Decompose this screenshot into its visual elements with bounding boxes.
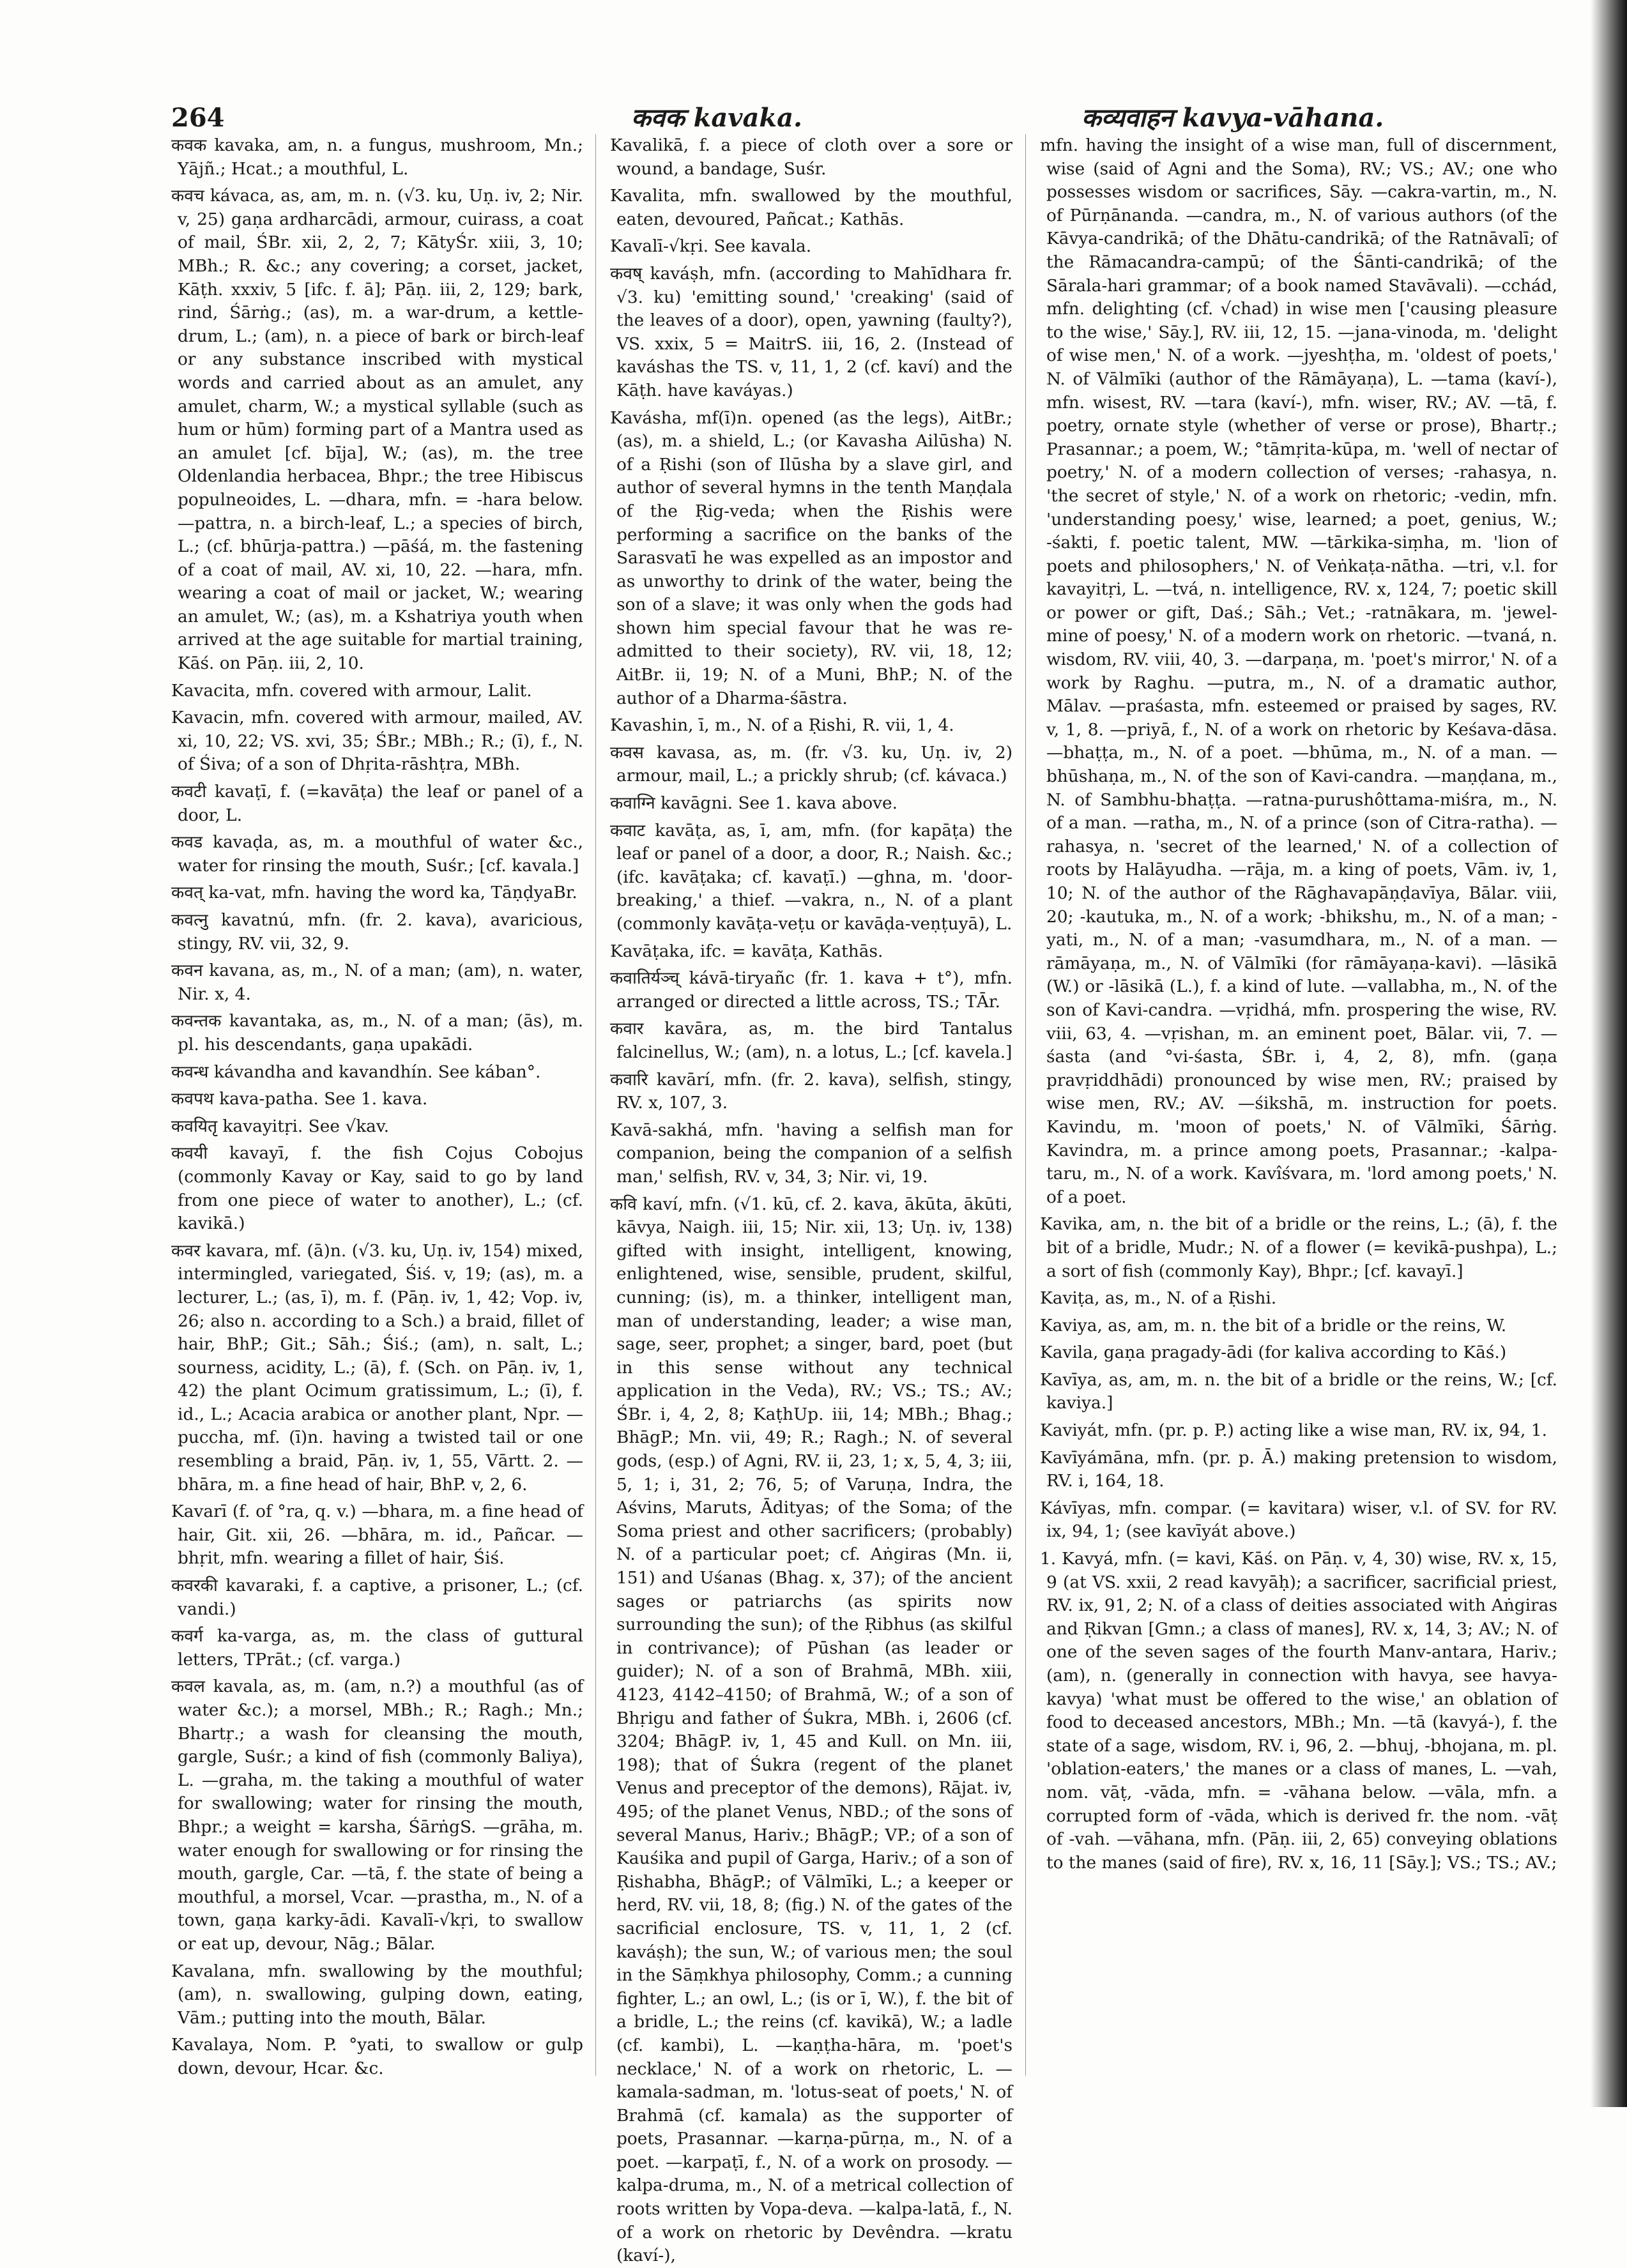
- dictionary-entry: कवन्ध kávandha and kavandhín. See kában°.: [171, 1062, 541, 1082]
- dictionary-entry: Kavacin, mfn. covered with armour, mailed, AV. xi, 10, 22; VS. xvi, 35; ŚBr.; MBh.; R.; (ī), f., N. of Śiva; of a son of Dhṛita-rāshṭra, MBh.: [171, 708, 583, 775]
- dictionary-entry: 1. Kavyá, mfn. (= kavi, Kāś. on Pāṇ. v, 4, 30) wise, RV. x, 15, 9 (at VS. xxii, 2 read kavyāḥ); a sacrificer, sacrificial priest, RV. ix, 91, 2; N. of a class of deities associated with Aṅgiras and Ṛikvan [Gmn.; a class of manes], RV. x, 14, 3; AV.; N. of one of the seven sages of the fourth Manv-antara, Hariv.; (am), n. (generally in connection with havya, see havya-kavya) 'what must be offered to the wise,' an oblation of food to deceased ancestors, MBh.; Mn. —tā (kavyá-), f. the state of a sage, wisdom, RV. i, 96, 2. —bhuj, -bhojana, m. pl. 'oblation-eaters,' the manes or a class of manes, L. —vah, nom. vāṭ, -vāda, mfn. = -vāhana below. —vāla, mfn. a corrupted form of -vāda, which is derived fr. the nom. -vāṭ of -vah. —vāhana, mfn. (Pāṇ. iii, 2, 65) conveying oblations to the manes (said of fire), RV. x, 16, 11 [Sāy.]; VS.; TS.; AV.;: [1040, 1549, 1557, 1873]
- dictionary-entry: Kavarī (f. of °ra, q. v.) —bhara, m. a fine head of hair, Git. xii, 26. —bhāra, m. id., Pañcar. —bhṛit, mfn. wearing a fillet of hair, Śiś.: [171, 1502, 583, 1569]
- dictionary-entry: Kavika, am, n. the bit of a bridle or the reins, L.; (ā), f. the bit of a bridle, Mudr.; N. of a flower (= kevikā-pushpa), L.; a sort of fish (commonly Kay), Bhpr.; [cf. kavayī.]: [1040, 1214, 1557, 1281]
- dictionary-entry: कवष् kaváṣh, mfn. (according to Mahīdhara fr. √3. ku) 'emitting sound,' 'creaking' (said of the leaves of a door), open, yawning (faulty?), VS. xxix, 5 = MaitrS. iii, 16, 2. (Instead of kaváshas the TS. v, 11, 1, 2 (cf. kaví) and the Kāṭh. have kaváyas.): [610, 263, 1012, 400]
- dictionary-entry: कवर्ग ka-varga, as, m. the class of guttural letters, TPrāt.; (cf. varga.): [171, 1626, 583, 1670]
- column-2: [610, 134, 1012, 2266]
- dictionary-entry: Kavīyámāna, mfn. (pr. p. Ā.) making pretension to wisdom, RV. i, 164, 18.: [1040, 1447, 1557, 1491]
- dictionary-entry: Kavásha, mf(ī)n. opened (as the legs), AitBr.; (as), m. a shield, L.; (or Kavasha Ailūsha) N. of a Ṛishi (son of Ilūsha by a slave girl, and author of several hymns in the tenth Maṇḍala of the Ṛig-veda; when the Ṛishis were performing a sacrifice on the banks of the Sarasvatī he was expelled as an impostor and as unworthy to drink of the water, being the son of a slave; it was only when the gods had shown him special favour that he was re-admitted to their society), RV. vii, 18, 12; AitBr. ii, 19; N. of a Muni, BhP.; N. of the author of a Dharma-śāstra.: [610, 407, 1012, 708]
- dictionary-entry: Kavīya, as, am, m. n. the bit of a bridle or the reins, W.; [cf. kaviya.]: [1040, 1369, 1557, 1413]
- dictionary-entry: कवन्तक kavantaka, as, m., N. of a man; (ās), m. pl. his descendants, gaṇa upakādi.: [171, 1011, 583, 1054]
- running-head-right: कव्यवाहन kavya-vāhana.: [1081, 103, 1384, 133]
- dictionary-entry: कवयितृ kavayitṛi. See √kav.: [171, 1116, 390, 1136]
- dictionary-entry: कवत् ka-vat, mfn. having the word ka, TāṇḍyaBr.: [171, 883, 577, 903]
- dictionary-entry: Kavā-sakhá, mfn. 'having a selfish man for companion, being the companion of a selfish man,' selfish, RV. v, 34, 3; Nir. vi, 19.: [610, 1120, 1012, 1187]
- dictionary-entry: Kavalana, mfn. swallowing by the mouthful; (am), n. swallowing, gulping down, eating, Vām.; putting into the mouth, Bālar.: [171, 1961, 583, 2028]
- dictionary-entry: कवक kavaka, am, n. a fungus, mushroom, Mn.; Yājñ.; Hcat.; a mouthful, L.: [171, 135, 583, 179]
- column-1: [171, 134, 583, 2076]
- dictionary-entry: कवातिर्यञ्च् kávā-tiryañc (fr. 1. kava + t°), mfn. arranged or directed a little across, TS.; TĀr.: [610, 968, 1012, 1012]
- dictionary-entry: कवयी kavayī, f. the fish Cojus Cobojus (commonly Kavay or Kay, said to go by land from one piece of water to another), L.; (cf. kavikā.): [171, 1143, 583, 1234]
- dictionary-entry: कवल kavala, as, m. (am, n.?) a mouthful (as of water &c.); a morsel, MBh.; R.; Ragh.; Mn.; Bhartṛ.; a wash for cleansing the mouth, gargle, Suśr.; a kind of fish (commonly Baliya), L. —graha, m. the taking a mouthful of water for swallowing; water for rinsing the mouth, Bhpr.; a weight = karsha, ŚārṅgS. —grāha, m. water enough for swallowing or for rinsing the mouth, gargle, Car. —tā, f. the state of being a mouthful, a morsel, Vcar. —prastha, m., N. of a town, gaṇa karky-ādi. Kavalī-√kṛi, to swallow or eat up, devour, Nāg.; Bālar.: [171, 1677, 583, 1954]
- dictionary-entry: Kavacita, mfn. covered with armour, Lalit.: [171, 680, 532, 701]
- dictionary-entry: Kávīyas, mfn. compar. (= kavitara) wiser, v.l. of SV. for RV. ix, 94, 1; (see kavīyát above.): [1040, 1498, 1557, 1542]
- dictionary-entry: कवत्नु kavatnú, mfn. (fr. 2. kava), avaricious, stingy, RV. vii, 32, 9.: [171, 910, 583, 954]
- column-3: [1040, 134, 1557, 2076]
- dictionary-entry: कवरकी kavaraki, f. a captive, a prisoner, L.; (cf. vandi.): [171, 1576, 583, 1619]
- dictionary-entry: कवड kavaḍa, as, m. a mouthful of water &c., water for rinsing the mouth, Suśr.; [cf. kavala.]: [171, 832, 583, 876]
- column-divider: [1025, 134, 1026, 2076]
- dictionary-entry: Kavāṭaka, ifc. = kavāṭa, Kathās.: [610, 941, 883, 961]
- dictionary-entry: Kavashin, ī, m., N. of a Ṛishi, R. vii, 1, 4.: [610, 715, 954, 736]
- dictionary-entry: कवर kavara, mf. (ā)n. (√3. ku, Uṇ. iv, 154) mixed, intermingled, variegated, Śiś. v, 19; (as), m. a lecturer, L.; (as, ī), m. f. (Pāṇ. iv, 1, 42; Vop. iv, 26; also n. according to a Sch.) a braid, fillet of hair, BhP.; Git.; Sāh.; Śiś.; (am), n. salt, L.; sourness, acidity, L.; (ā), f. (Sch. on Pāṇ. iv, 1, 42) the plant Ocimum gratissimum, L.; (ī), f. id., L.; Acacia arabica or another plant, Npr. —puccha, mf. (ī)n. having a twisted tail or one resembling a braid, Pāṇ. iv, 1, 55, Vārtt. 2. —bhāra, m. a fine head of hair, BhP. v, 2, 6.: [171, 1240, 583, 1495]
- dictionary-entry: Kavalaya, Nom. P. °yati, to swallow or gulp down, devour, Hcar. &c.: [171, 2035, 583, 2078]
- dictionary-entry: कवि kaví, mfn. (√1. kū, cf. 2. kava, ākūta, ākūti, kāvya, Naigh. iii, 15; Nir. xii, 13; Uṇ. iv, 138) gifted with insight, intelligent, knowing, enlightened, wise, sensible, prudent, skilful, cunning; (is), m. a thinker, intelligent man, man of understanding, leader; a wise man, sage, seer, prophet; a singer, bard, poet (but in this sense without any technical application in the Veda), RV.; VS.; TS.; AV.; ŚBr. i, 4, 2, 8; KaṭhUp. iii, 14; MBh.; Bhag.; BhāgP.; Mn. vii, 49; R.; Ragh.; N. of several gods, (esp.) of Agni, RV. ii, 23, 1; x, 5, 4, 3; iii, 5, 1; i, 31, 2; 76, 5; of Varuṇa, Indra, the Aśvins, Maruts, Ādityas; of the Soma; of the Soma priest and other sacrificers; (probably) N. of a particular poet; cf. Aṅgiras (Mn. ii, 151) and Uśanas (Bhag. x, 37); of the ancient sages or patriarchs (as spirits now surrounding the sun); of the Ṛibhus (as skilful in contrivance); of Pūshan (as leader or guider); N. of a son of Brahmā, MBh. xiii, 4123, 4142–4150; of Brahmā, W.; of a son of Bhṛigu and father of Śukra, MBh. i, 2606 (cf. 3204; BhāgP. iv, 1, 45 and Kull. on Mn. iii, 198); that of Śukra (regent of the planet Venus and preceptor of the demons), Rājat. iv, 495; of the planet Venus, NBD.; of the sons of several Manus, Hariv.; BhāgP.; VP.; of a son of Kauśika and pupil of Garga, Hariv.; of a son of Ṛishabha, BhāgP.; of Vālmīki, L.; a keeper or herd, RV. vii, 18, 8; (fig.) N. of the gates of the sacrificial enclosure, TS. v, 11, 1, 2 (cf. kaváṣh); the sun, W.; of various men; the soul in the Sāṃkhya philosophy, Comm.; a cunning fighter, L.; an owl, L.; (is or ī, W.), f. the bit of a bridle, L.; the reins (cf. kavikā), W.; a ladle (cf. kambi), L. —kaṇṭha-hāra, m. 'poet's necklace,' N. of a work on rhetoric, L. —kamala-sadman, m. 'lotus-seat of poets,' N. of Brahmā (cf. kamala) as the supporter of poets, Prasannar. —karṇa-pūrṇa, m., N. of a poet. —karpaṭī, f., N. of a work on prosody. —kalpa-druma, m., N. of a metrical collection of roots written by Vopa-deva. —kalpa-latā, f., N. of a work on rhetoric by Devêndra. —kratu (kaví-),: [610, 1194, 1012, 2266]
- dictionary-entry: Kaviṭa, as, m., N. of a Ṛishi.: [1040, 1288, 1277, 1309]
- dictionary-entry: Kaviya, as, am, m. n. the bit of a bridle or the reins, W.: [1040, 1315, 1507, 1336]
- dictionary-entry: कवपथ kava-patha. See 1. kava.: [171, 1089, 428, 1109]
- dictionary-entry: Kavalikā, f. a piece of cloth over a sore or wound, a bandage, Suśr.: [610, 135, 1012, 179]
- running-head-left: कवक kavaka.: [631, 103, 802, 133]
- dictionary-entry: कवच kávaca, as, am, m. n. (√3. ku, Uṇ. iv, 2; Nir. v, 25) gaṇa ardharcādi, armour, cuirass, a coat of mail, ŚBr. xii, 2, 2, 7; KātyŚr. xiii, 3, 10; MBh.; R. &c.; any covering; a corset, jacket, Kāṭh. xxxiv, 5 [ifc. f. ā]; Pāṇ. iii, 2, 129; bark, rind, Śārṅg.; (as), m. a war-drum, a kettle-drum, L.; (am), n. a piece of bark or birch-leaf or any substance inscribed with mystical words and carried about as an amulet, any amulet, charm, W.; a mystical syllable (such as hum or hūm) forming part of a Mantra used as an amulet [cf. bīja], W.; (as), m. the tree Oldenlandia herbacea, Bhpr.; the tree Hibiscus populneoides, L. —dhara, mfn. = -hara below. —pattra, n. a birch-leaf, L.; a species of birch, L.; (cf. bhūrja-pattra.) —pāśá, m. the fastening of a coat of mail, AV. xi, 10, 22. —hara, mfn. wearing a coat of mail or jacket, W.; wearing an amulet, W.; (as), m. a Kshatriya youth when arrived at the age suitable for martial training, Kāś. on Pāṇ. iii, 2, 10.: [171, 186, 583, 674]
- dictionary-entry: Kavalī-√kṛi. See kavala.: [610, 236, 812, 257]
- dictionary-entry: कवन kavana, as, m., N. of a man; (am), n. water, Nir. x, 4.: [171, 961, 583, 1004]
- dictionary-entry: कवाट kavāṭa, as, ī, am, mfn. (for kapāṭa) the leaf or panel of a door, a door, R.; Naish. &c.; (ifc. kavāṭaka; cf. kavaṭī.) —ghna, m. 'door-breaking,' a thief. —vakra, n., N. of a plant (commonly kavāṭa-veṭu or kavāḍa-veṇṭuyā), L.: [610, 820, 1012, 934]
- dictionary-entry: कवटी kavaṭī, f. (=kavāṭa) the leaf or panel of a door, L.: [171, 782, 583, 825]
- dictionary-entry: कवारि kavārí, mfn. (fr. 2. kava), selfish, stingy, RV. x, 107, 3.: [610, 1069, 1012, 1113]
- dictionary-entry: कवार kavāra, as, m. the bird Tantalus falcinellus, W.; (am), n. a lotus, L.; [cf. kavela.]: [610, 1019, 1012, 1062]
- dictionary-entry: कवस kavasa, as, m. (fr. √3. ku, Uṇ. iv, 2) armour, mail, L.; a prickly shrub; (cf. kávaca.): [610, 742, 1012, 786]
- page-edge-shadow: [1591, 0, 1627, 2107]
- page-number: 264: [171, 103, 225, 133]
- column-divider: [595, 134, 596, 2076]
- dictionary-entry: कवाग्नि kavāgni. See 1. kava above.: [610, 793, 898, 814]
- dictionary-entry: Kavalita, mfn. swallowed by the mouthful, eaten, devoured, Pañcat.; Kathās.: [610, 186, 1012, 229]
- dictionary-entry: mfn. having the insight of a wise man, full of discernment, wise (said of Agni and the Soma), RV.; VS.; AV.; one who possesses wisdom or sacrifices, Sāy. —cakra-vartin, m., N. of Pūrṇānanda. —candra, m., N. of various authors (of the Kāvya-candrikā; of the Dhātu-candrikā; of the Ratnāvalī; of the Rāmacandra-campū; of the Śānti-candrikā; of the Sārala-hari grammar; of a book named Stavāvali). —cchád, mfn. delighting (cf. √chad) in wise men ['causing pleasure to the wise,' Sāy.], RV. iii, 12, 15. —jana-vinoda, m. 'delight of wise men,' N. of a work. —jyeshṭha, m. 'oldest of poets,' N. of Vālmīki (author of the Rāmāyaṇa), L. —tama (kaví-), mfn. wisest, RV. —tara (kaví-), mfn. wiser, RV.; AV. —tā, f. poetry, ornate style (whether of verse or prose), Bhartṛ.; Prasannar.; a poem, W.; °tāmṛita-kūpa, m. 'well of nectar of poetry,' N. of a modern collection of verses; -rahasya, n. 'the secret of style,' N. of a work on rhetoric; -vedin, mfn. 'understanding poesy,' wise, learned; a poet, genius, W.; -śakti, f. poetic talent, MW. —tārkika-siṃha, m. 'lion of poets and philosophers,' N. of Veṅkaṭa-nātha. —tri, v.l. for kavayitṛi, L. —tvá, n. intelligence, RV. x, 124, 7; poetic skill or power or gift, Daś.; Sāh.; Vet.; -ratnākara, m. 'jewel-mine of poesy,' N. of a modern work on rhetoric. —tvaná, n. wisdom, RV. viii, 40, 3. —darpaṇa, m. 'poet's mirror,' N. of a work by Raghu. —putra, m., N. of a dramatic author, Mālav. —praśasta, mfn. esteemed or praised by sages, RV. v, 1, 8. —priyā, f., N. of a work on rhetoric by Keśava-dāsa. —bhaṭṭa, m., N. of a poet. —bhūma, m., N. of a man. —bhūshaṇa, m., N. of the son of Kavi-candra. —maṇḍana, m., N. of Sambhu-bhaṭṭa. —ratna-purushôttama-miśra, m., N. of a man. —ratha, m., N. of a prince (son of Citra-ratha). —rahasya, n. 'secret of the learned,' N. of a collection of roots by Halāyudha. —rāja, m. a king of poets, Vām. iv, 1, 10; N. of the author of the Rāghavapāṇḍavīya, Bālar. viii, 20; -kautuka, m., N. of a work; -bhikshu, m., N. of a man; -yati, m., N. of a man; -vasumdhara, m., N. of a man. —rāmāyaṇa, m., N. of Vālmīki (for rāmāyaṇa-kavi). —lāsikā (W.) or -lāsikā (L.), f. a kind of lute. —vallabha, m., N. of the son of Kavi-candra. —vṛidhá, mfn. prospering the wise, RV. viii, 63, 4. —vṛishan, m. an eminent poet, Bālar. vii, 7. —śasta (and °vi-śasta, ŚBr. i, 4, 2, 8), mfn. (gaṇa pravṛiddhādi) pronounced by wise men, RV.; praised by wise men, RV.; AV. —śikshā, m. instruction for poets. Kavindu, m. 'moon of poets,' N. of Vālmīki, Śārṅg. Kavindra, m. a prince among poets, Prasannar.; -kalpa-taru, m., N. of a work. Kavîśvara, m. 'lord among poets,' N. of a poet.: [1040, 135, 1557, 1207]
- dictionary-entry: Kavila, gaṇa pragady-ādi (for kaliva according to Kāś.): [1040, 1343, 1507, 1363]
- dictionary-entry: Kaviyát, mfn. (pr. p. P.) acting like a wise man, RV. ix, 94, 1.: [1040, 1420, 1547, 1441]
